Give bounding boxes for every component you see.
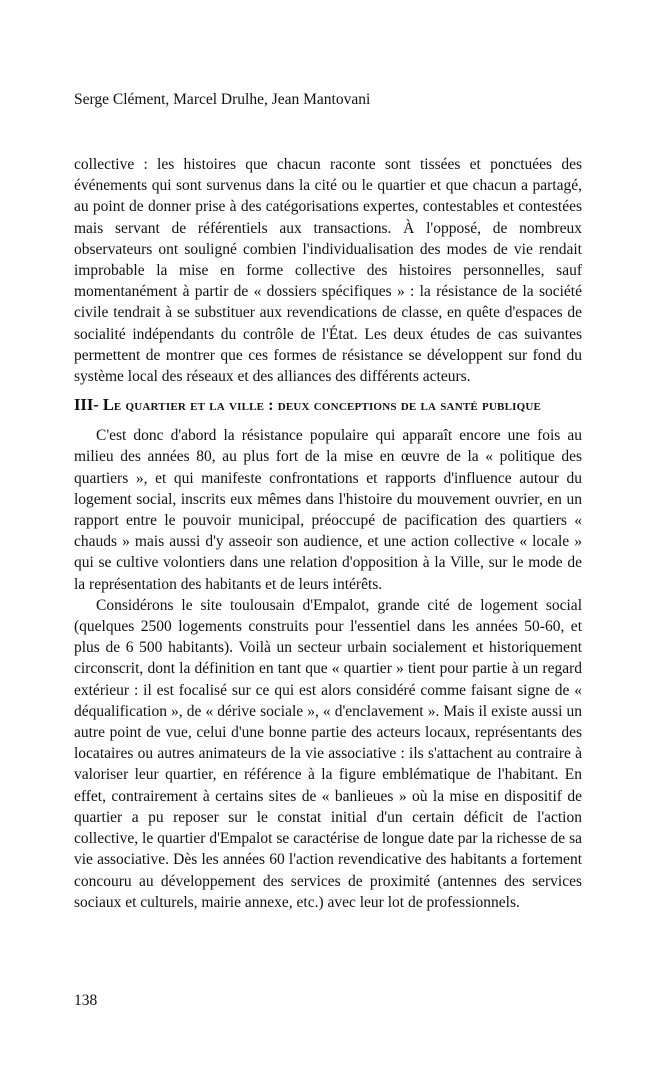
paragraph-resistance: C'est donc d'abord la résistance populaire qui apparaît encore une fois au milieu des années 80, au plus fort de la mise en œuvre de la « politique des quartiers », et qui manifeste confrontations et rapports d'influence autour du logement social, inscrits eux mêmes dans l'histoire du mouvement ouvrier, en un rapport entre le pouvoir municipal, préoccupé de pacification des quartiers « chauds » mais aussi d'y asseoir son audience, et une action collective « locale » qui se cultive volontiers dans une relation d'opposition à la Ville, sur le mode de la représentation des habitants et de leurs intérêts.: [74, 427, 582, 593]
section-title: e quartier et la ville : deux conceptions de la santé publique: [113, 397, 542, 415]
page-number: 138: [74, 992, 98, 1009]
section-heading: [74, 395, 582, 415]
paragraph-continuation: collective : les histoires que chacun raconte sont tissées et ponctuées des événements qui sont survenus dans la cité ou le quartier et que chacun a partagé, au point de donner prise à des catégorisations expertes, contestables et contestées mais servant de référentiels aux transactions. À l'opposé, de nombreux observateurs ont souligné combien l'individualisation des modes de vie rendait improbable la mise en forme collective des histoires personnelles, sauf momentanément à partir de « dossiers spécifiques » : la résistance de la société civile tendrait à se substituer aux revendications de classe, en quête d'espaces de socialité indépendants du contrôle de l'État. Les deux études de cas suivantes permettent de montrer que ces formes de résistance se développent sur fond du système local des réseaux et des alliances des différents acteurs.: [74, 156, 582, 386]
section-numeral: III- L: [74, 395, 114, 415]
running-head-authors: Serge Clément, Marcel Drulhe, Jean Mantovani: [74, 91, 371, 108]
paragraph-empalot: Considérons le site toulousain d'Empalot, grande cité de logement social (quelques 2500 logements construits pour l'essentiel dans les années 50-60, et plus de 6 500 habitants). Voilà un secteur urbain socialement et historiquement circonscrit, dont la définition en tant que « quartier » tient pour partie à un regard extérieur : il est focalisé sur ce qui est alors considéré comme faisant signe de « déqualification », de « dérive sociale », « d'enclavement ». Mais il existe aussi un autre point de vue, celui d'une bonne partie des acteurs locaux, représentants des locataires ou autres animateurs de la vie associative : ils s'attachent au contraire à valoriser leur quartier, en référence à la figure emblématique de l'habitant. En effet, contrairement à certains sites de « banlieues » où la mise en dispositif de quartier a pu reposer sur le constat initial d'un certain déficit de l'action collective, le quartier d'Empalot se caractérise de longue date par la richesse de sa vie associative. Dès les années 60 l'action revendicative des habitants a fortement concouru au développement des services de proximité (antennes des services sociaux et culturels, mairie annexe, etc.) avec leur lot de professionnels.: [74, 596, 582, 911]
body-text: [74, 154, 582, 913]
